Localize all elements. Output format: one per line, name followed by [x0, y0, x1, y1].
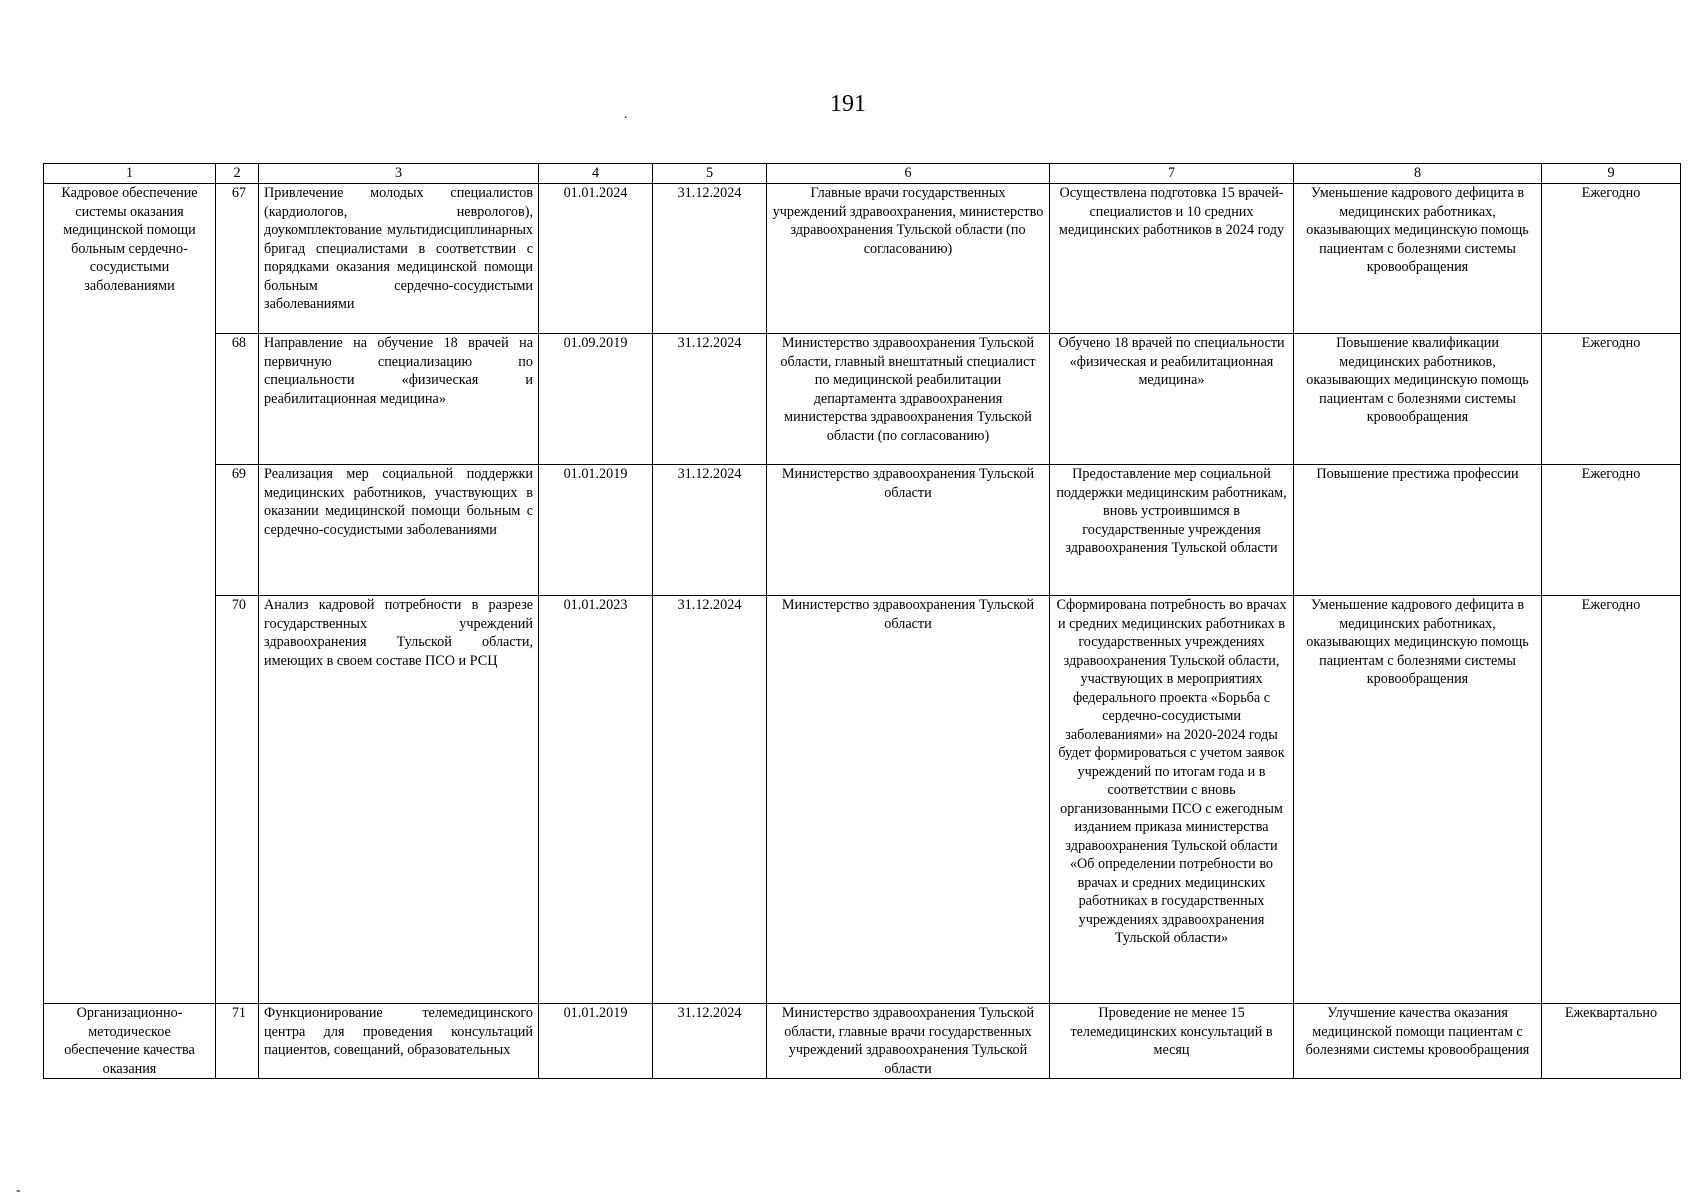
responsible-text: Министерство здравоохранения Тульской области	[767, 596, 1050, 1004]
activity-text: Привлечение молодых специалистов (кардиологов, неврологов), доукомплектование мультидисциплинарных бригад специалистами в соответствии с порядками оказания медицинской помощи больным сердечно-сосудистыми заболеваниями	[259, 184, 539, 334]
period-text: Ежегодно	[1542, 334, 1681, 465]
activity-text: Функционирование телемедицинского центра для проведения консультаций пациентов, совещаний, образовательных	[259, 1004, 539, 1079]
activity-text: Направление на обучение 18 врачей на первичную специализацию по специальности «физическая и реабилитационная медицина»	[259, 334, 539, 465]
row-number: 68	[216, 334, 259, 465]
period-text: Ежегодно	[1542, 465, 1681, 596]
responsible-text: Министерство здравоохранения Тульской области, главные врачи государственных учреждений здравоохранения Тульской области	[767, 1004, 1050, 1079]
column-number: 6	[767, 164, 1050, 184]
column-number-row	[44, 164, 1681, 184]
effect-text: Уменьшение кадрового дефицита в медицинских работниках, оказывающих медицинскую помощь пациентам с болезнями системы кровообращения	[1294, 596, 1542, 1004]
activity-text: Анализ кадровой потребности в разрезе государственных учреждений здравоохранения Тульской области, имеющих в своем составе ПСО и РСЦ	[259, 596, 539, 1004]
column-number: 8	[1294, 164, 1542, 184]
row-number: 69	[216, 465, 259, 596]
activity-table	[43, 163, 1681, 1079]
table-row	[44, 334, 1681, 465]
effect-text: Улучшение качества оказания медицинской помощи пациентам с болезнями системы кровообращения	[1294, 1004, 1542, 1079]
effect-text: Повышение квалификации медицинских работников, оказывающих медицинскую помощь пациентам с болезнями системы кровообращения	[1294, 334, 1542, 465]
result-text: Обучено 18 врачей по специальности «физическая и реабилитационная медицина»	[1050, 334, 1294, 465]
start-date: 01.01.2023	[539, 596, 653, 1004]
column-number: 7	[1050, 164, 1294, 184]
start-date: 01.09.2019	[539, 334, 653, 465]
result-text: Проведение не менее 15 телемедицинских консультаций в месяц	[1050, 1004, 1294, 1079]
effect-text: Уменьшение кадрового дефицита в медицинских работниках, оказывающих медицинскую помощь пациентам с болезнями системы кровообращения	[1294, 184, 1542, 334]
end-date: 31.12.2024	[653, 596, 767, 1004]
period-text: Ежегодно	[1542, 596, 1681, 1004]
row-number: 67	[216, 184, 259, 334]
responsible-text: Главные врачи государственных учреждений здравоохранения, министерство здравоохранения Тульской области (по согласованию)	[767, 184, 1050, 334]
start-date: 01.01.2019	[539, 1004, 653, 1079]
column-number: 3	[259, 164, 539, 184]
effect-text: Повышение престижа профессии	[1294, 465, 1542, 596]
end-date: 31.12.2024	[653, 184, 767, 334]
scan-dot: -	[16, 1183, 21, 1198]
page-number: 191	[830, 91, 866, 117]
table-row	[44, 1004, 1681, 1079]
end-date: 31.12.2024	[653, 465, 767, 596]
table-row	[44, 465, 1681, 596]
row-number: 70	[216, 596, 259, 1004]
activity-text: Реализация мер социальной поддержки медицинских работников, участвующих в оказании медицинской помощи больным с сердечно-сосудистыми заболеваниями	[259, 465, 539, 596]
result-text: Предоставление мер социальной поддержки медицинским работникам, вновь устроившимся в государственные учреждения здравоохранения Тульской области	[1050, 465, 1294, 596]
table-row	[44, 184, 1681, 334]
row-number: 71	[216, 1004, 259, 1079]
result-text: Сформирована потребность во врачах и средних медицинских работниках в государственных учреждениях здравоохранения Тульской области, участвующих в мероприятиях федерального проекта «Борьба с сердечно-сосудистыми заболеваниями» на 2020-2024 годы будет формироваться с учетом заявок учреждений по итогам года и в соответствии с вновь организованными ПСО с ежегодным изданием приказа министерства здравоохранения Тульской области «Об определении потребности во врачах и средних медицинских работниках в государственных учреждениях здравоохранения Тульской области»	[1050, 596, 1294, 1004]
end-date: 31.12.2024	[653, 334, 767, 465]
column-number: 4	[539, 164, 653, 184]
scan-dot: .	[624, 107, 628, 122]
result-text: Осуществлена подготовка 15 врачей-специалистов и 10 средних медицинских работников в 2024 году	[1050, 184, 1294, 334]
end-date: 31.12.2024	[653, 1004, 767, 1079]
column-number: 2	[216, 164, 259, 184]
table-row	[44, 596, 1681, 1004]
start-date: 01.01.2019	[539, 465, 653, 596]
section-title: Кадровое обеспечение системы оказания медицинской помощи больным сердечно-сосудистыми заболеваниями	[44, 184, 216, 1004]
period-text: Ежеквартально	[1542, 1004, 1681, 1079]
column-number: 1	[44, 164, 216, 184]
responsible-text: Министерство здравоохранения Тульской области, главный внештатный специалист по медицинской реабилитации департамента здравоохранения министерства здравоохранения Тульской области (по согласованию)	[767, 334, 1050, 465]
period-text: Ежегодно	[1542, 184, 1681, 334]
column-number: 9	[1542, 164, 1681, 184]
column-number: 5	[653, 164, 767, 184]
section-title: Организационно-методическое обеспечение качества оказания	[44, 1004, 216, 1079]
start-date: 01.01.2024	[539, 184, 653, 334]
responsible-text: Министерство здравоохранения Тульской области	[767, 465, 1050, 596]
